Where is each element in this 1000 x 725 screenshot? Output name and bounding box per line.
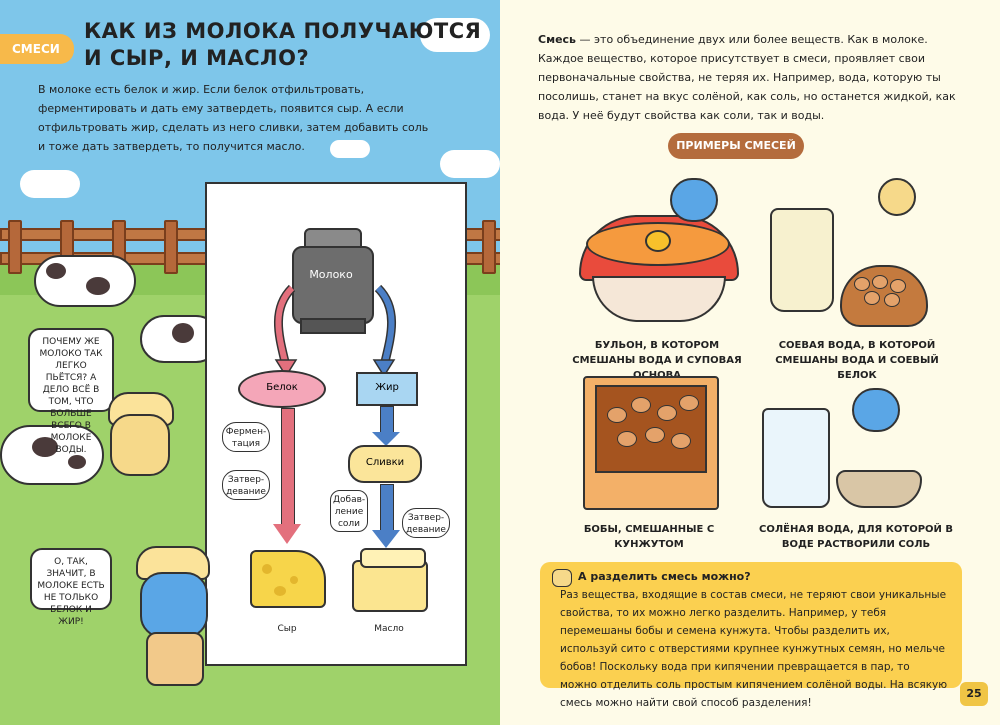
info-title: А разделить смесь можно? [578,570,751,583]
bear-icon [552,569,572,587]
milk-label: Молоко [309,268,353,281]
water-glass [762,408,830,508]
fence-post [164,220,178,274]
fat-node: Жир [356,372,418,406]
soup-bowl-base [592,276,726,322]
soy-caption: СОЕВАЯ ВОДА, В КОТОРОЙ СМЕШАНЫ ВОДА И СОЕВЫЙ БЕЛОК [775,340,939,381]
page-number: 25 [960,682,988,706]
egg [645,230,671,252]
speech-bubble-1: ПОЧЕМУ ЖЕ МОЛОКО ТАК ЛЕГКО ПЬЁТСЯ? А ДЕЛО ВСЁ В ТОМ, ЧТО БОЛЬШЕ ВСЕГО В МОЛОКЕ ВОДЫ. [28,328,114,412]
cat-character [140,572,208,638]
cloud [440,150,500,178]
title-line: И СЫР, И МАСЛО? [84,46,310,70]
broth-caption: БУЛЬОН, В КОТОРОМ СМЕШАНЫ ВОДА И СУПОВАЯ [572,340,742,366]
hardening-label-2: Затвер-девание [402,508,450,538]
section-tag: СМЕСИ [0,34,74,64]
cream-node: Сливки [348,445,422,483]
cheese-caption: Сыр [277,624,297,634]
soy-milk-jug [770,208,834,312]
fence-post [8,220,22,274]
bear-character [878,178,916,216]
protein-node: Белок [238,370,326,408]
fermentation-label: Фермен-тация [222,422,270,452]
cream-arrowhead [372,530,400,548]
info-text: Раз вещества, входящие в состав смеси, не теряют свои уникальные свойства, то их можно легко разделить. Например, у тебя перемешаны бобы и семена кунжута. Чтобы разделить их, используй сито с отверстиями крупнее кунжутных семян, но мельче бобов! Поскольку вода при кипячении превращается в пар, то можно отделить соль простым кипячением солёной воды. На всякую смесь можно найти свой способ разделения! [560,589,948,709]
bear-character [110,414,170,476]
soybean-bowl [840,265,928,327]
protein-arrow [281,408,295,528]
definition-paragraph [538,30,963,125]
bean-box-contents [595,385,707,473]
cloud [20,170,80,198]
butter-top [360,548,426,568]
cat-character [852,388,900,432]
cow [34,255,136,307]
definition-text: — это объединение двух или более веществ. Как в молоке. Каждое вещество, которое присутствует в смеси, проявляет свои первоначальные свойства, не теряя их. Например, вода, которую ты посолишь, станет на вкус солёной, как соль, но останется жидкой, как вода. У неё будут свойства как соли, так и воды. [538,33,956,122]
title-line: КАК ИЗ МОЛОКА ПОЛУЧАЮТСЯ [84,19,482,43]
protein-arrowhead [273,524,301,544]
fence-post [482,220,496,274]
add-salt-label: Добав-ление соли [330,490,368,532]
split-arrows [260,280,410,380]
definition-term: Смесь [538,33,577,46]
page-title [84,18,481,72]
salt-water-caption: СОЛЁНАЯ ВОДА, ДЛЯ КОТОРОЙ В ВОДЕ РАСТВОРИЛИ СОЛЬ [758,524,953,550]
cheese-illustration [250,550,326,608]
beans-caption: БОБЫ, СМЕШАННЫЕ С КУНЖУТОМ [583,524,715,550]
butter-caption: Масло [374,624,404,634]
examples-heading: ПРИМЕРЫ СМЕСЕЙ [668,133,804,159]
salt-bowl [836,470,922,508]
intro-text: В молоке есть белок и жир. Если белок отфильтровать, ферментировать и дать ему затвердеть, появится сыр. А если отфильтровать жир, сделать из него сливки, затем добавить соль и тоже дать затвердеть, то получится масло. [38,83,429,153]
cream-arrow [380,484,394,534]
speech-bubble-2: О, ТАК, ЗНАЧИТ, В МОЛОКЕ ЕСТЬ НЕ ТОЛЬКО БЕЛОК И ЖИР! [30,548,112,610]
hardening-label-1: Затвер-девание [222,470,270,500]
cat-character-body [146,632,204,686]
cat-character [670,178,718,222]
right-page [500,0,1000,725]
fat-arrowhead [372,432,400,446]
